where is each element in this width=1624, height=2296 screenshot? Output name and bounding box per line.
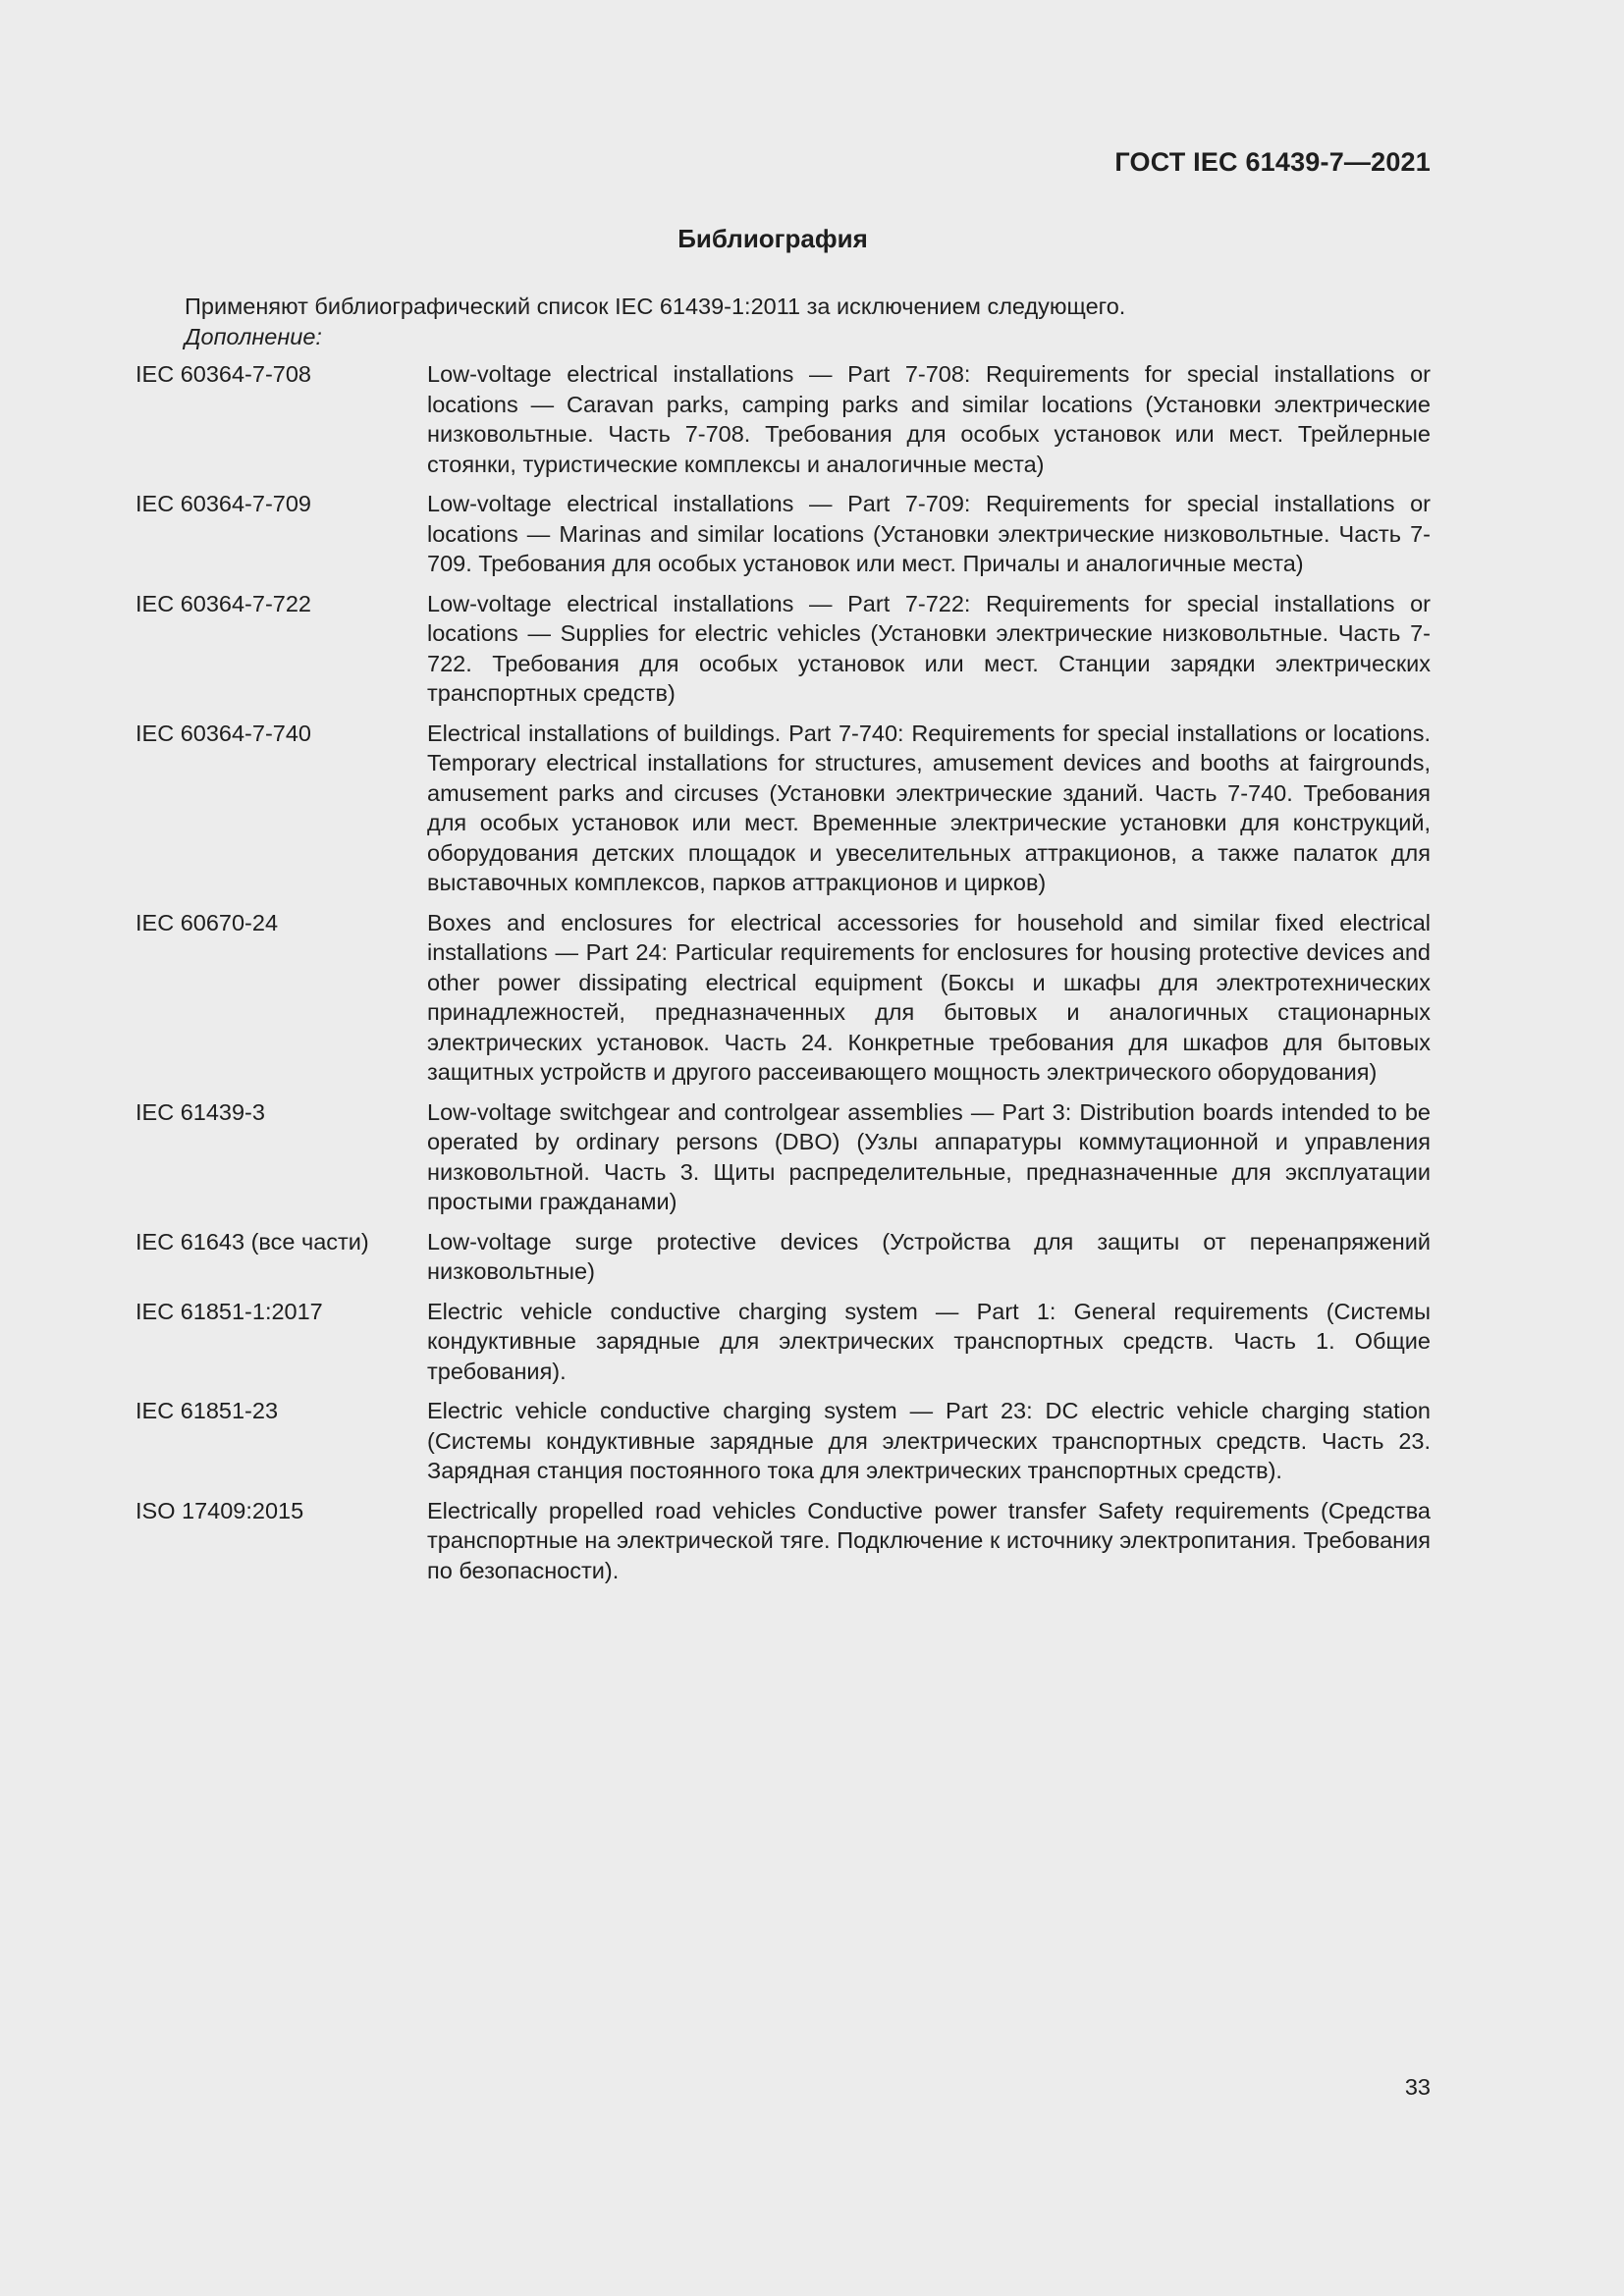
addendum-label: Дополнение: [185, 324, 322, 349]
bibliography-entry [135, 719, 1431, 898]
reference-title: Electric vehicle conductive charging system — Part 1: General requirements (Системы кондуктивные зарядные для электрических транспортных средств. Часть 1. Общие требования). [427, 1298, 1431, 1384]
reference-title: Low-voltage surge protective devices (Устройства для защиты от перенапряжений низковольтные) [427, 1228, 1431, 1284]
bibliography-entry [135, 1297, 1431, 1387]
document-code: ГОСТ IEC 61439-7—2021 [1114, 147, 1431, 177]
reference-title: Low-voltage electrical installations — Part 7-708: Requirements for special installations or locations — Caravan parks, camping parks and similar locations (Установки электрические низковольтные. Часть 7-708. Требования для особых установок или мест. Трейлерные стоянки, туристические комплексы и аналогичные места) [427, 361, 1431, 477]
reference-title: Low-voltage electrical installations — Part 7-709: Requirements for special installations or locations — Marinas and similar locations (Установки электрические низковольтные. Часть 7-709. Требования для особых установок или мест. Причалы и аналогичные места) [427, 491, 1431, 576]
bibliography-entry [135, 489, 1431, 579]
reference-code: IEC 61643 (все части) [135, 1228, 369, 1255]
reference-title: Low-voltage electrical installations — Part 7-722: Requirements for special installations or locations — Supplies for electric vehicles (Установки электрические низковольтные. Часть 7-722. Требования для особых установок или мест. Станции зарядки электрических транспортных средств) [427, 590, 1431, 706]
bibliography-entry [135, 589, 1431, 709]
bibliography-entry [135, 1097, 1431, 1217]
reference-code: IEC 60364-7-740 [135, 720, 311, 746]
reference-title: Low-voltage switchgear and controlgear assemblies — Part 3: Distribution boards intended to be operated by ordinary persons (DBO) (Узлы аппаратуры коммутационной и управления низковольтной. Часть 3. Щиты распределительные, предназначенные для эксплуатации простыми гражданами) [427, 1098, 1431, 1214]
reference-code: IEC 61851-23 [135, 1398, 279, 1423]
section-title: Библиография [677, 224, 868, 253]
reference-code: IEC 60364-7-722 [135, 590, 311, 616]
intro-block [185, 292, 1125, 352]
reference-title: Electric vehicle conductive charging system — Part 23: DC electric vehicle charging station (Системы кондуктивные зарядные для электрических транспортных средств. Часть 23. Зарядная станция постоянного тока для электрических транспортных средств). [427, 1398, 1431, 1483]
reference-code: IEC 61439-3 [135, 1098, 265, 1125]
bibliography-entry [135, 1496, 1431, 1586]
bibliography-entry [135, 908, 1431, 1088]
bibliography-entry [135, 1227, 1431, 1287]
reference-code: IEC 61851-1:2017 [135, 1298, 323, 1324]
reference-title: Boxes and enclosures for electrical accessories for household and similar fixed electrical installations — Part 24: Particular requirements for enclosures for housing protective devices and other power dissipating electrical equipment (Боксы и шкафы для электротехнических принадлежностей, предназначенных для бытовых и аналогичных стационарных электрических установок. Часть 24. Конкретные требования для шкафов для бытовых защитных устройств и другого рассеивающего мощность электрического оборудования) [427, 909, 1431, 1085]
reference-code: IEC 60670-24 [135, 909, 279, 935]
reference-title: Electrically propelled road vehicles Conductive power transfer Safety requirements (Средства транспортные на электрической тяге. Подключение к источнику электропитания. Требования по безопасности). [427, 1497, 1431, 1583]
reference-code: ISO 17409:2015 [135, 1497, 304, 1523]
reference-code: IEC 60364-7-708 [135, 361, 311, 387]
bibliography-list [135, 359, 1431, 1595]
intro-text: Применяют библиографический список IEC 61439-1:2011 за исключением следующего. [185, 294, 1126, 319]
reference-code: IEC 60364-7-709 [135, 491, 311, 516]
page-number: 33 [1404, 2074, 1431, 2100]
bibliography-entry [135, 1396, 1431, 1486]
reference-title: Electrical installations of buildings. Part 7-740: Requirements for special installations or locations. Temporary electrical installations for structures, amusement devices and booths at fairgrounds, amusement parks and circuses (Установки электрические зданий. Часть 7-740. Требования для особых установок или мест. Временные электрические установки для конструкций, оборудования детских площадок и увеселительных аттракционов, а также палаток для выставочных комплексов, парков аттракционов и цирков) [427, 720, 1431, 895]
bibliography-entry [135, 359, 1431, 479]
